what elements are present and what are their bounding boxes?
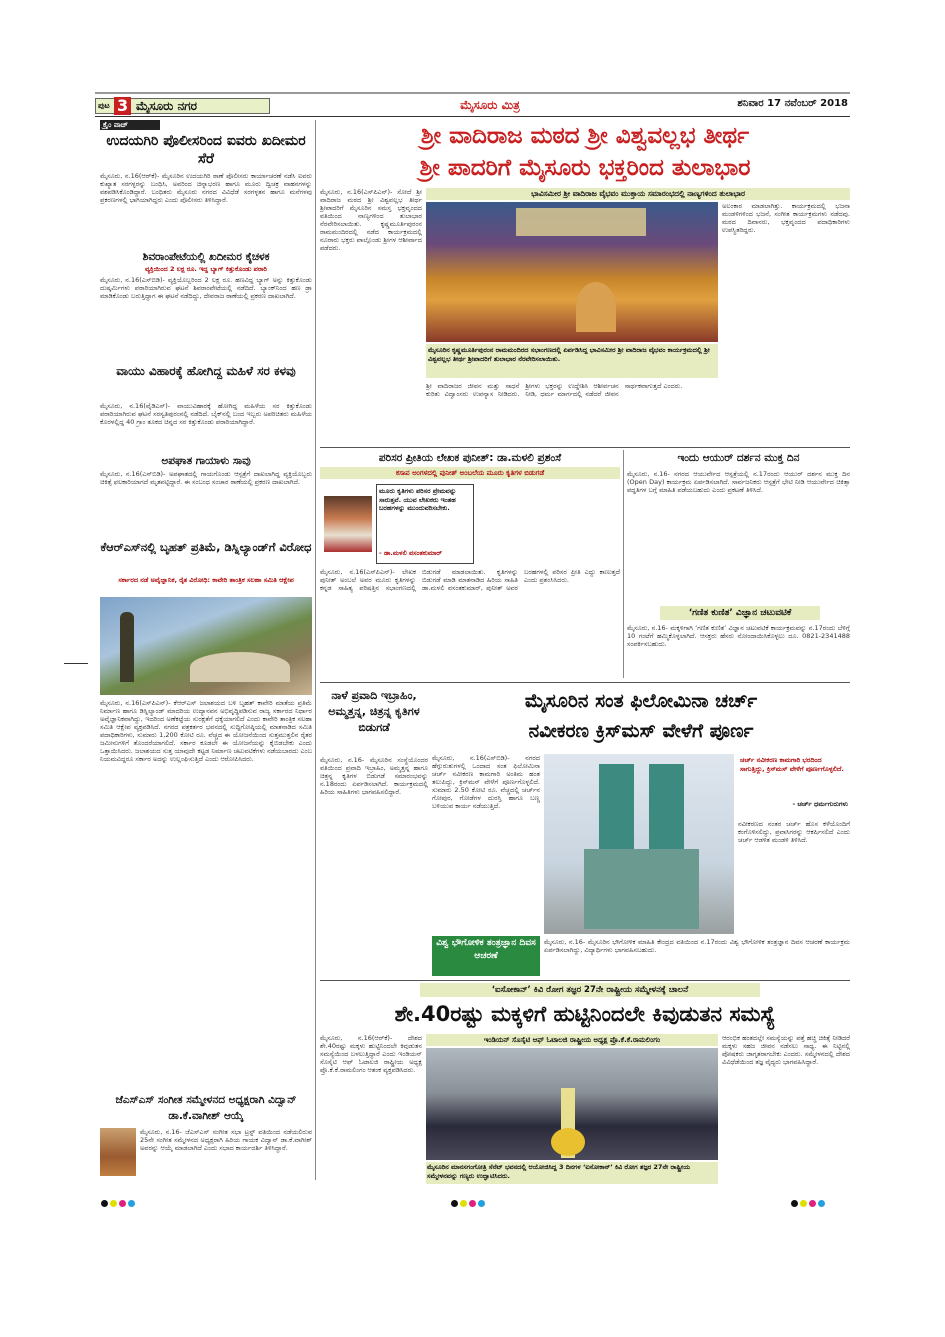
page-badge — [95, 98, 270, 114]
statue-silhouette — [120, 612, 134, 682]
reg-dots-left — [100, 1192, 160, 1202]
literature-quote-box — [376, 484, 474, 564]
lead-body-left: ಮೈಸೂರು, ನ.16(ಎಸ್‌ಪಿಎನ್)- ಸೋದೆ ಶ್ರೀ ವಾದಿರಾಜ ಮಠದ ಶ್ರೀ ವಿಶ್ವವಲ್ಲಭ ತೀರ್ಥ ಶ್ರೀಪಾದರಿಗೆ ಮೈಸೂರಿನ ಸಮಸ್ತ ಭಕ್ತವೃಂದದ ವತಿಯಿಂದ ನಾಣ್ಯಗಳಿಂದ ತುಲಾಭಾರ ನೆರವೇರಿಸಲಾಯಿತು. ಕೃಷ್ಣಮೂರ್ತಿಪುರಂನ ರಾಮಮಂದಿರದಲ್ಲಿ ನಡೆದ ಕಾರ್ಯಕ್ರಮದಲ್ಲಿ ನೂರಾರು ಭಕ್ತರು ಪಾಲ್ಗೊಂಡು ಶ್ರೀಗಳ ಆಶೀರ್ವಾದ ಪಡೆದರು. — [320, 188, 422, 252]
church-body: ಮೈಸೂರು, ನ.16(ಎಸ್‌ಬಿಡಿ)- ನಗರದ ಹೆಗ್ಗುರುತುಗಳಲ್ಲಿ ಒಂದಾದ ಸಂತ ಫಿಲೋಮಿನಾ ಚರ್ಚ್ ನವೀಕರಣ ಕಾಮಗಾರಿ ಅಂತಿಮ ಹಂತ ತಲುಪಿದ್ದು, ಕ್ರಿಸ್‌ಮಸ್ ವೇಳೆಗೆ ಪೂರ್ಣಗೊಳ್ಳಲಿದೆ. ಸುಮಾರು 2.50 ಕೋಟಿ ರೂ. ವೆಚ್ಚದಲ್ಲಿ ಚರ್ಚ್‌ನ ಗೋಪುರ, ಗೋಡೆಗಳ ದುರಸ್ತಿ ಹಾಗೂ ಬಣ್ಣ ಬಳಿಯುವ ಕಾರ್ಯ ನಡೆಯುತ್ತಿದೆ. — [432, 754, 540, 810]
conference-photo — [426, 1048, 718, 1160]
story2-body: ಮೈಸೂರು, ನ.16(ಎಸ್‌ಬಿಡಿ)- ವ್ಯಕ್ತಿಯೊಬ್ಬರಿಂದ 2 ಲಕ್ಷ ರೂ. ಹಣವಿದ್ದ ಬ್ಯಾಗ್ ಅನ್ನು ಕಿತ್ತುಕೊಂಡು ದುಷ್ಕರ್ಮಿಗಳು ಪರಾರಿಯಾಗಿರುವ ಘಟನೆ ಶಿವರಾಂಪೇಟೆಯಲ್ಲಿ ನಡೆದಿದೆ. ಬ್ಯಾಂಕ್‌ನಿಂದ ಹಣ ಡ್ರಾ ಮಾಡಿಕೊಂಡು ಬರುತ್ತಿದ್ದಾಗ ಈ ಘಟನೆ ನಡೆದಿದ್ದು, ದೇವರಾಜ ಠಾಣೆಯಲ್ಲಿ ಪ್ರಕರಣ ದಾಖಲಾಗಿದೆ. — [100, 276, 312, 300]
ent-photo-strap: ಇಂಡಿಯನ್ ಸೊಸೈಟಿ ಆಫ್ ಓಟಾಲಜಿ ರಾಷ್ಟ್ರೀಯ ಅಧ್ಯಕ್ಷ ಪ್ರೊ.ಕೆ.ಕೆ.ರಾಮಲಿಂಗಂ — [426, 1034, 718, 1046]
ayur-body: ಮೈಸೂರು, ನ.16- ನಗರದ ಆಯುರ್ವೇದ ಆಸ್ಪತ್ರೆಯಲ್ಲಿ ನ.17ರಂದು ಆಯುರ್ ದರ್ಶನ ಮುಕ್ತ ದಿನ (Open Day) ಕಾರ್ಯಕ್ರಮ ಏರ್ಪಡಿಸಲಾಗಿದೆ. ಸಾರ್ವಜನಿಕರು ಆಸ್ಪತ್ರೆಗೆ ಭೇಟಿ ನೀಡಿ ಆಯುರ್ವೇದ ಚಿಕಿತ್ಸಾ ಪದ್ಧತಿಗಳ ಬಗ್ಗೆ ಮಾಹಿತಿ ಪಡೆಯಬಹುದು ಎಂದು ಪ್ರಕಟಣೆ ತಿಳಿಸಿದೆ. — [627, 470, 850, 494]
paper-name: ಮೈಸೂರು ಮಿತ್ರ — [460, 98, 520, 112]
column-divider — [315, 120, 316, 1180]
ganita-body: ಮೈಸೂರು, ನ.16- ಮಕ್ಕಳಿಗಾಗಿ ‘ಗಣಿತ ಕುಣಿತ’ ವಿಜ್ಞಾನ ಚಟುವಟಿಕೆ ಕಾರ್ಯಕ್ರಮವನ್ನು ನ.17ರಂದು ಬೆಳಿಗ್ಗೆ 10 ಗಂಟೆಗೆ ಹಮ್ಮಿಕೊಳ್ಳಲಾಗಿದೆ. ಆಸಕ್ತರು ಹೆಸರು ನೋಂದಾಯಿಸಿಕೊಳ್ಳಲು ದೂ. 0821-2341488 ಸಂಪರ್ಕಿಸಬಹುದು. — [627, 624, 850, 648]
lead-caption: ಮೈಸೂರಿನ ಕೃಷ್ಣಮೂರ್ತಿಪುರಂನ ರಾಮಮಂದಿರದ ಸಭಾಂಗಣದಲ್ಲಿ ಏರ್ಪಡಿಸಿದ್ದ ಭಾವಿಸಮೀರ ಶ್ರೀ ವಾದಿರಾಜ ವೈಭವಂ ಕಾರ್ಯಕ್ರಮದಲ್ಲಿ ಶ್ರೀ ವಿಶ್ವವಲ್ಲಭ ತೀರ್ಥ ಶ್ರೀಪಾದರಿಗೆ ತುಲಾಭಾರ ನೆರವೇರಿಸಲಾಯಿತು. — [426, 344, 718, 378]
lead-strap: ಭಾವಿಸಮೀರ ಶ್ರೀ ವಾದಿರಾಜ ವೈಭವಂ ಮುಕ್ತಾಯ ಸಮಾರಂಭದಲ್ಲಿ ನಾಣ್ಯಗಳಿಂದ ತುಲಾಭಾರ — [426, 188, 850, 200]
section-title: ಮೈಸೂರು ನಗರ — [136, 99, 198, 113]
geography-label: ವಿಶ್ವ ಭೌಗೋಳಿಕ ತಂತ್ರಜ್ಞಾನ ದಿವಸ ಆಚರಣೆ — [432, 936, 540, 976]
literature-strap: ಕಸಾಪ ಅಂಗಳದಲ್ಲಿ ಪುನೀತ್ ಅಂಬಲೆಯ ಮೂರು ಕೃತಿಗಳ ಬಿಡುಗಡೆ — [320, 467, 620, 479]
garden-structure — [190, 652, 290, 682]
reg-dots-right — [790, 1192, 850, 1202]
lead-headline-line2: ಶ್ರೀ ಪಾದರಿಗೆ ಮೈಸೂರು ಭಕ್ತರಿಂದ ತುಲಾಭಾರ — [419, 155, 751, 181]
issue-date: ಶನಿವಾರ 17 ನವೆಂಬರ್ 2018 — [737, 98, 848, 109]
church-headline — [432, 686, 850, 750]
story5-headline: ಕೆಆರ್‌ಎಸ್‌ನಲ್ಲಿ ಬೃಹತ್ ಪ್ರತಿಮೆ, ಡಿಸ್ನಿಲ್ಯಾಂಡ್‌ಗೆ ವಿರೋಧ — [100, 540, 312, 554]
malali-photo — [324, 496, 372, 552]
top-rule — [95, 92, 850, 94]
swami-figure — [576, 282, 616, 332]
church-headline-line1: ಮೈಸೂರಿನ ಸಂತ ಫಿಲೋಮಿನಾ ಚರ್ಚ್ — [524, 690, 758, 712]
banner-in-photo — [516, 208, 646, 236]
ent-top-rule — [320, 980, 850, 981]
story1-body: ಮೈಸೂರು, ನ.16(ಆರ್‌ಕೆ)- ಮೈಸೂರಿನ ಉದಯಗಿರಿ ಠಾಣೆ ಪೊಲೀಸರು ಕಾರ್ಯಾಚರಣೆ ನಡೆಸಿ ಐವರು ಕುಖ್ಯಾತ ಸರಗಳ್ಳರನ್ನು ಬಂಧಿಸಿ, ಅವರಿಂದ ಚಿನ್ನಾಭರಣ ಹಾಗೂ ಮೂರು ದ್ವಿಚಕ್ರ ವಾಹನಗಳನ್ನು ವಶಪಡಿಸಿಕೊಂಡಿದ್ದಾರೆ. ಬಂಧಿತರು ಮೈಸೂರು ನಗರದ ವಿವಿಧೆಡೆ ಸರಗಳ್ಳತನ ಹಾಗೂ ಮನೆಗಳವು ಪ್ರಕರಣಗಳಲ್ಲಿ ಭಾಗಿಯಾಗಿದ್ದರು ಎಂದು ಪೊಲೀಸರು ತಿಳಿಸಿದ್ದಾರೆ. — [100, 172, 312, 204]
church-headline-line2: ನವೀಕರಣ ಕ್ರಿಸ್‌ಮಸ್ ವೇಳೆಗೆ ಪೂರ್ಣ — [528, 720, 754, 742]
crime-tag: ಕ್ರೈಂ ವಾಚ್ — [100, 120, 160, 130]
story1-headline: ಉದಯಗಿರಿ ಪೊಲೀಸರಿಂದ ಐವರು ಖದೀಮರ ಸೆರೆ — [106, 133, 306, 167]
flower-decoration — [551, 1128, 585, 1156]
ent-body-left: ಮೈಸೂರು, ನ.16(ಆರ್‌ಕೆ)- ದೇಶದ ಶೇ.40ರಷ್ಟು ಮಕ್ಕಳು ಹುಟ್ಟಿನಿಂದಲೇ ಕಿವುಡುತನ ಸಮಸ್ಯೆಯಿಂದ ಬಳಲುತ್ತಿದ್ದಾರೆ ಎಂದು ಇಂಡಿಯನ್ ಸೊಸೈಟಿ ಆಫ್ ಓಟಾಲಜಿ ರಾಷ್ಟ್ರೀಯ ಅಧ್ಯಕ್ಷ ಪ್ರೊ.ಕೆ.ಕೆ.ರಾಮಲಿಂಗಂ ಆತಂಕ ವ್ಯಕ್ತಪಡಿಸಿದರು. — [320, 1034, 422, 1074]
story2-subhead: ವ್ಯಕ್ತಿಯಿಂದ 2 ಲಕ್ಷ ರೂ. ಇದ್ದ ಬ್ಯಾಗ್ ಕಿತ್ತುಕೊಂಡು ಪರಾರಿ — [144, 265, 267, 273]
church-quote-author: - ಚರ್ಚ್ ಧರ್ಮಗುರುಗಳು — [792, 800, 848, 808]
side-dash — [64, 663, 88, 664]
story6-headline: ಜೆಎಸ್‌ಎಸ್ ಸಂಗೀತ ಸಮ್ಮೇಳನದ ಅಧ್ಯಕ್ಷರಾಗಿ ವಿದ್ವಾನ್ ಡಾ.ಕೆ.ವಾಗೀಶ್ ಆಯ್ಕೆ — [115, 1094, 297, 1122]
lead-body-right: ಅಲಂಕಾರ ಮಾಡಲಾಗಿತ್ತು. ಕಾರ್ಯಕ್ರಮದಲ್ಲಿ ಭಜನಾ ಮಂಡಳಿಗಳಿಂದ ಭಜನೆ, ಸಂಗೀತ ಕಾರ್ಯಕ್ರಮಗಳು ನಡೆದವು. ಮಠದ ದಿವಾನರು, ಭಕ್ತವೃಂದದ ಪದಾಧಿಕಾರಿಗಳು ಉಪಸ್ಥಿತರಿದ್ದರು. — [722, 202, 850, 234]
lead-headline-line1: ಶ್ರೀ ವಾದಿರಾಜ ಮಠದ ಶ್ರೀ ವಿಶ್ವವಲ್ಲಭ ತೀರ್ಥ — [420, 123, 750, 149]
ent-strap: ‘ಐಸೋಕಾನ್’ ಕಿವಿ ರೋಗ ತಜ್ಞರ 27ನೇ ರಾಷ್ಟ್ರೀಯ ಸಮ್ಮೇಳನಕ್ಕೆ ಚಾಲನೆ — [420, 983, 760, 997]
story6-body: ಮೈಸೂರು, ನ.16- ಜೆಎಸ್‌ಎಸ್ ಸಂಗೀತ ಸಭಾ ಟ್ರಸ್ಟ್ ವತಿಯಿಂದ ನಡೆಯಲಿರುವ 25ನೇ ಸಂಗೀತ ಸಮ್ಮೇಳನದ ಅಧ್ಯಕ್ಷರಾಗಿ ಹಿರಿಯ ಗಾಯಕ ವಿದ್ವಾನ್ ಡಾ.ಕೆ.ವಾಗೀಶ್ ಅವರನ್ನು ಆಯ್ಕೆ ಮಾಡಲಾಗಿದೆ ಎಂದು ಸಭಾದ ಕಾರ್ಯದರ್ಶಿ ತಿಳಿಸಿದ್ದಾರೆ. — [140, 1128, 312, 1152]
literature-body: ಮೈಸೂರು, ನ.16(ಎಸ್‌ಪಿಎನ್)- ಲೇಖಕ ಪುನೀತ್ ಅಂಬಲೆ ಅವರ ಮೂರು ಕೃತಿಗಳನ್ನು ಕನ್ನಡ ಸಾಹಿತ್ಯ ಪರಿಷತ್ತಿನ ಸಭಾಂಗಣದಲ್ಲಿ ಬಿಡುಗಡೆ ಮಾಡಲಾಯಿತು. ಕೃತಿಗಳನ್ನು ಬಿಡುಗಡೆ ಮಾಡಿ ಮಾತನಾಡಿದ ಹಿರಿಯ ಸಾಹಿತಿ ಡಾ.ಮಳಲಿ ವಸಂತಕುಮಾರ್, ಪುನೀತ್ ಅವರ ಬರಹಗಳಲ್ಲಿ ಪರಿಸರ ಪ್ರೀತಿ ಎದ್ದು ಕಾಣುತ್ತದೆ ಎಂದು ಪ್ರಶಂಸಿಸಿದರು. — [320, 568, 620, 592]
geography-body: ಮೈಸೂರು, ನ.16- ಮೈಸೂರಿನ ಭೌಗೋಳಿಕ ಮಾಹಿತಿ ಕೇಂದ್ರದ ವತಿಯಿಂದ ನ.17ರಂದು ವಿಶ್ವ ಭೌಗೋಳಿಕ ತಂತ್ರಜ್ಞಾನ ದಿವಸ ಆಚರಣೆ ಕಾರ್ಯಕ್ರಮ ಏರ್ಪಡಿಸಲಾಗಿದ್ದು, ವಿದ್ಯಾರ್ಥಿಗಳು ಭಾಗವಹಿಸಬಹುದು. — [544, 938, 850, 954]
page-label: ಪುಟ — [98, 101, 110, 110]
ganita-headline: ‘ಗಣಿತ ಕುಣಿತ’ ವಿಜ್ಞಾನ ಚಟುವಟಿಕೆ — [660, 606, 820, 620]
story4-headline: ಅಪಘಾತ ಗಾಯಾಳು ಸಾವು — [161, 455, 251, 467]
ent-caption: ಮೈಸೂರಿನ ಮಾನಸಗಂಗೋತ್ರಿ ಸೆನೆಟ್ ಭವನದಲ್ಲಿ ಆಯೋಜಿಸಿದ್ದ 3 ದಿನಗಳ ‘ಐಸೋಕಾನ್’ ಕಿವಿ ರೋಗ ತಜ್ಞರ 27ನೇ ರಾಷ್ಟ್ರೀಯ ಸಮ್ಮೇಳನವನ್ನು ಗಣ್ಯರು ಉದ್ಘಾಟಿಸಿದರು. — [426, 1162, 718, 1184]
page-number: 3 — [114, 97, 131, 115]
mid-bottom-rule — [320, 682, 850, 683]
story3-headline: ವಾಯು ವಿಹಾರಕ್ಕೆ ಹೋಗಿದ್ದ ಮಹಿಳೆ ಸರ ಕಳವು — [116, 364, 296, 378]
church-quote: ಚರ್ಚ್ ನವೀಕರಣ ಕಾಮಗಾರಿ ಭರದಿಂದ ಸಾಗುತ್ತಿದ್ದು, ಕ್ರಿಸ್‌ಮಸ್ ವೇಳೆಗೆ ಪೂರ್ಣಗೊಳ್ಳಲಿದೆ. — [740, 756, 844, 773]
story4-body: ಮೈಸೂರು, ನ.16(ಎಸ್‌ಬಿಡಿ)- ಅಪಘಾತದಲ್ಲಿ ಗಾಯಗೊಂಡು ಆಸ್ಪತ್ರೆಗೆ ದಾಖಲಾಗಿದ್ದ ವ್ಯಕ್ತಿಯೊಬ್ಬರು ಚಿಕಿತ್ಸೆ ಫಲಕಾರಿಯಾಗದೆ ಮೃತಪಟ್ಟಿದ್ದಾರೆ. ಈ ಸಂಬಂಧ ಸಂಚಾರ ಠಾಣೆಯಲ್ಲಿ ಪ್ರಕರಣ ದಾಖಲಾಗಿದೆ. — [100, 470, 312, 486]
literature-quote-author: - ಡಾ.ಮಳಲಿ ವಸಂತಕುಮಾರ್ — [379, 549, 442, 557]
mid-divider — [623, 450, 624, 678]
story3-body: ಮೈಸೂರು, ನ.16(ವೈಡಿಎಸ್)- ವಾಯುವಿಹಾರಕ್ಕೆ ಹೋಗಿದ್ದ ಮಹಿಳೆಯ ಸರ ಕಿತ್ತುಕೊಂಡು ಪರಾರಿಯಾಗಿರುವ ಘಟನೆ ಸರಸ್ವತಿಪುರಂನಲ್ಲಿ ನಡೆದಿದೆ. ಬೈಕ್‌ನಲ್ಲಿ ಬಂದ ಇಬ್ಬರು ಅಪರಿಚಿತರು ಮಹಿಳೆಯ ಕೊರಳಲ್ಲಿದ್ದ 40 ಗ್ರಾಂ ತೂಕದ ಚಿನ್ನದ ಸರ ಕಿತ್ತುಕೊಂಡು ಪರಾರಿಯಾಗಿದ್ದಾರೆ. — [100, 402, 312, 426]
story5-subhead: ಸರ್ಕಾರದ ನಡೆ ಅವೈಜ್ಞಾನಿಕ, ರೈತ ವಿರೋಧಿ: ಕಾವೇರಿ ತಾಂತ್ರಿಕ ಸಲಹಾ ಸಮಿತಿ ಆಕ್ಷೇಪ — [118, 576, 294, 584]
ayur-headline: ಇಂದು ಆಯುರ್ ದರ್ಶನ ಮುಕ್ತ ದಿನ — [677, 452, 800, 464]
literature-quote: ಮೂರು ಕೃತಿಗಳು ಪರಿಸರ ಪ್ರೇಮವನ್ನು ಸಾರುತ್ತವೆ. ಯುವ ಲೇಖಕರು ಇಂತಹ ಬರಹಗಳನ್ನು ಮುಂದುವರಿಸಬೇಕು. — [379, 487, 457, 512]
story5-body: ಮೈಸೂರು, ನ.16(ಎಸ್‌ಪಿಎನ್)- ಕೆಆರ್‌ಎಸ್ ಜಲಾಶಯದ ಬಳಿ ಬೃಹತ್ ಕಾವೇರಿ ಮಾತೆಯ ಪ್ರತಿಮೆ ನಿರ್ಮಾಣ ಹಾಗೂ ಡಿಸ್ನಿಲ್ಯಾಂಡ್ ಮಾದರಿಯ ಉದ್ಯಾನವನ ಅಭಿವೃದ್ಧಿಪಡಿಸುವ ರಾಜ್ಯ ಸರ್ಕಾರದ ನಿರ್ಧಾರ ಅವೈಜ್ಞಾನಿಕವಾಗಿದ್ದು, ಇದರಿಂದ ಅಣೆಕಟ್ಟೆಯ ಸುರಕ್ಷತೆಗೆ ಧಕ್ಕೆಯಾಗಲಿದೆ ಎಂದು ಕಾವೇರಿ ತಾಂತ್ರಿಕ ಸಲಹಾ ಸಮಿತಿ ಆಕ್ಷೇಪ ವ್ಯಕ್ತಪಡಿಸಿದೆ. ನಗರದ ಪತ್ರಕರ್ತರ ಭವನದಲ್ಲಿ ಸುದ್ದಿಗೋಷ್ಠಿಯಲ್ಲಿ ಮಾತನಾಡಿದ ಸಮಿತಿ ಪದಾಧಿಕಾರಿಗಳು, ಸುಮಾರು 1,200 ಕೋಟಿ ರೂ. ವೆಚ್ಚದ ಈ ಯೋಜನೆಯಿಂದ ಸುತ್ತಮುತ್ತಲಿನ ರೈತರ ಜಮೀನುಗಳಿಗೆ ತೊಂದರೆಯಾಗಲಿದೆ. ಸರ್ಕಾರ ಕೂಡಲೇ ಈ ಯೋಜನೆಯನ್ನು ಕೈಬಿಡಬೇಕು ಎಂದು ಒತ್ತಾಯಿಸಿದರು. ಜಲಾಶಯದ ಸುತ್ತ ಯಾವುದೇ ಕಟ್ಟಡ ನಿರ್ಮಾಣ ಚಟುವಟಿಕೆಗಳು ನಡೆಯಬಾರದು ಎಂಬ ನಿಯಮವಿದ್ದರೂ ಸರ್ಕಾರ ಅದನ್ನು ಉಲ್ಲಂಘಿಸುತ್ತಿದೆ ಎಂದು ಆರೋಪಿಸಿದರು. — [100, 699, 312, 763]
church-body-right: ನವೀಕರಣದ ನಂತರ ಚರ್ಚ್ ಹೊಸ ಕಳೆಯೊಂದಿಗೆ ಕಂಗೊಳಿಸಲಿದ್ದು, ಪ್ರವಾಸಿಗರನ್ನು ಆಕರ್ಷಿಸಲಿದೆ ಎಂದು ಚರ್ಚ್ ಆಡಳಿತ ಮಂಡಳಿ ತಿಳಿಸಿದೆ. — [738, 820, 850, 844]
reg-dots-center — [450, 1192, 510, 1202]
tulabhara-photo — [426, 202, 718, 342]
literature-headline: ಪರಿಸರ ಪ್ರೀತಿಯ ಲೇಖಕ ಪುನೀತ್: ಡಾ.ಮಳಲಿ ಪ್ರಶಂಸೆ — [378, 452, 562, 464]
lead-body-mid: ಶ್ರೀ ವಾದಿರಾಜರ ಜೀವನ ಮತ್ತು ಸಾಧನೆ ಕುರಿತು ವಿದ್ವಾಂಸರು ಉಪನ್ಯಾಸ ನೀಡಿದರು. ಶ್ರೀಗಳು ಭಕ್ತರನ್ನು ಉದ್ದೇಶಿಸಿ ಆಶೀರ್ವಚನ ನೀಡಿ, ಧರ್ಮ ಮಾರ್ಗದಲ್ಲಿ ನಡೆದರೆ ಜೀವನ ಸಾರ್ಥಕವಾಗುತ್ತದೆ ಎಂದರು. — [426, 382, 683, 398]
church-quote-box — [738, 754, 850, 816]
krs-dam-photo — [100, 597, 312, 695]
lead-bottom-rule — [320, 447, 850, 448]
ent-headline: ಶೇ.40ರಷ್ಟು ಮಕ್ಕಳಿಗೆ ಹುಟ್ಟಿನಿಂದಲೇ ಕಿವುಡುತನ ಸಮಸ್ಯೆ — [394, 1002, 776, 1026]
book-body: ಮೈಸೂರು, ನ.16- ಮೈಸೂರಿನ ಸಂಸ್ಥೆಯೊಂದರ ವತಿಯಿಂದ ಪ್ರವಾದಿ ಇಬ್ರಾಹಿಂ, ಅಮ್ಮತ್ತನ್ನ ಹಾಗೂ ಚಿತ್ರನ್ನ ಕೃತಿಗಳ ಬಿಡುಗಡೆ ಸಮಾರಂಭವನ್ನು ನ.18ರಂದು ಏರ್ಪಡಿಸಲಾಗಿದೆ. ಕಾರ್ಯಕ್ರಮದಲ್ಲಿ ಹಿರಿಯ ಸಾಹಿತಿಗಳು ಭಾಗವಹಿಸಲಿದ್ದಾರೆ. — [320, 756, 428, 796]
book-headline: ನಾಳೆ ಪ್ರವಾದಿ ಇಬ್ರಾಹಿಂ, ಅಮ್ಮತ್ತನ್ನ, ಚಿತ್ರನ್ನ ಕೃತಿಗಳ ಬಿಡುಗಡೆ — [328, 689, 420, 734]
ent-body-right: ಆರಂಭಿಕ ಹಂತದಲ್ಲೇ ಸಮಸ್ಯೆಯನ್ನು ಪತ್ತೆ ಹಚ್ಚಿ ಚಿಕಿತ್ಸೆ ನೀಡಿದರೆ ಮಕ್ಕಳು ಸಹಜ ಜೀವನ ನಡೆಸಲು ಸಾಧ್ಯ. ಈ ನಿಟ್ಟಿನಲ್ಲಿ ಪೋಷಕರು ಜಾಗೃತರಾಗಬೇಕು ಎಂದರು. ಸಮ್ಮೇಳನದಲ್ಲಿ ದೇಶದ ವಿವಿಧೆಡೆಯಿಂದ ತಜ್ಞ ವೈದ್ಯರು ಭಾಗವಹಿಸಿದ್ದಾರೆ. — [722, 1034, 850, 1066]
story2-headline: ಶಿವರಾಂಪೇಟೆಯಲ್ಲಿ ಖದೀಮರ ಕೈಚಳಕ — [142, 251, 270, 263]
vageesh-photo — [100, 1128, 136, 1176]
masthead-rule — [95, 116, 850, 117]
church-nave — [584, 849, 699, 929]
church-photo — [544, 754, 734, 934]
lead-headline — [320, 120, 850, 184]
